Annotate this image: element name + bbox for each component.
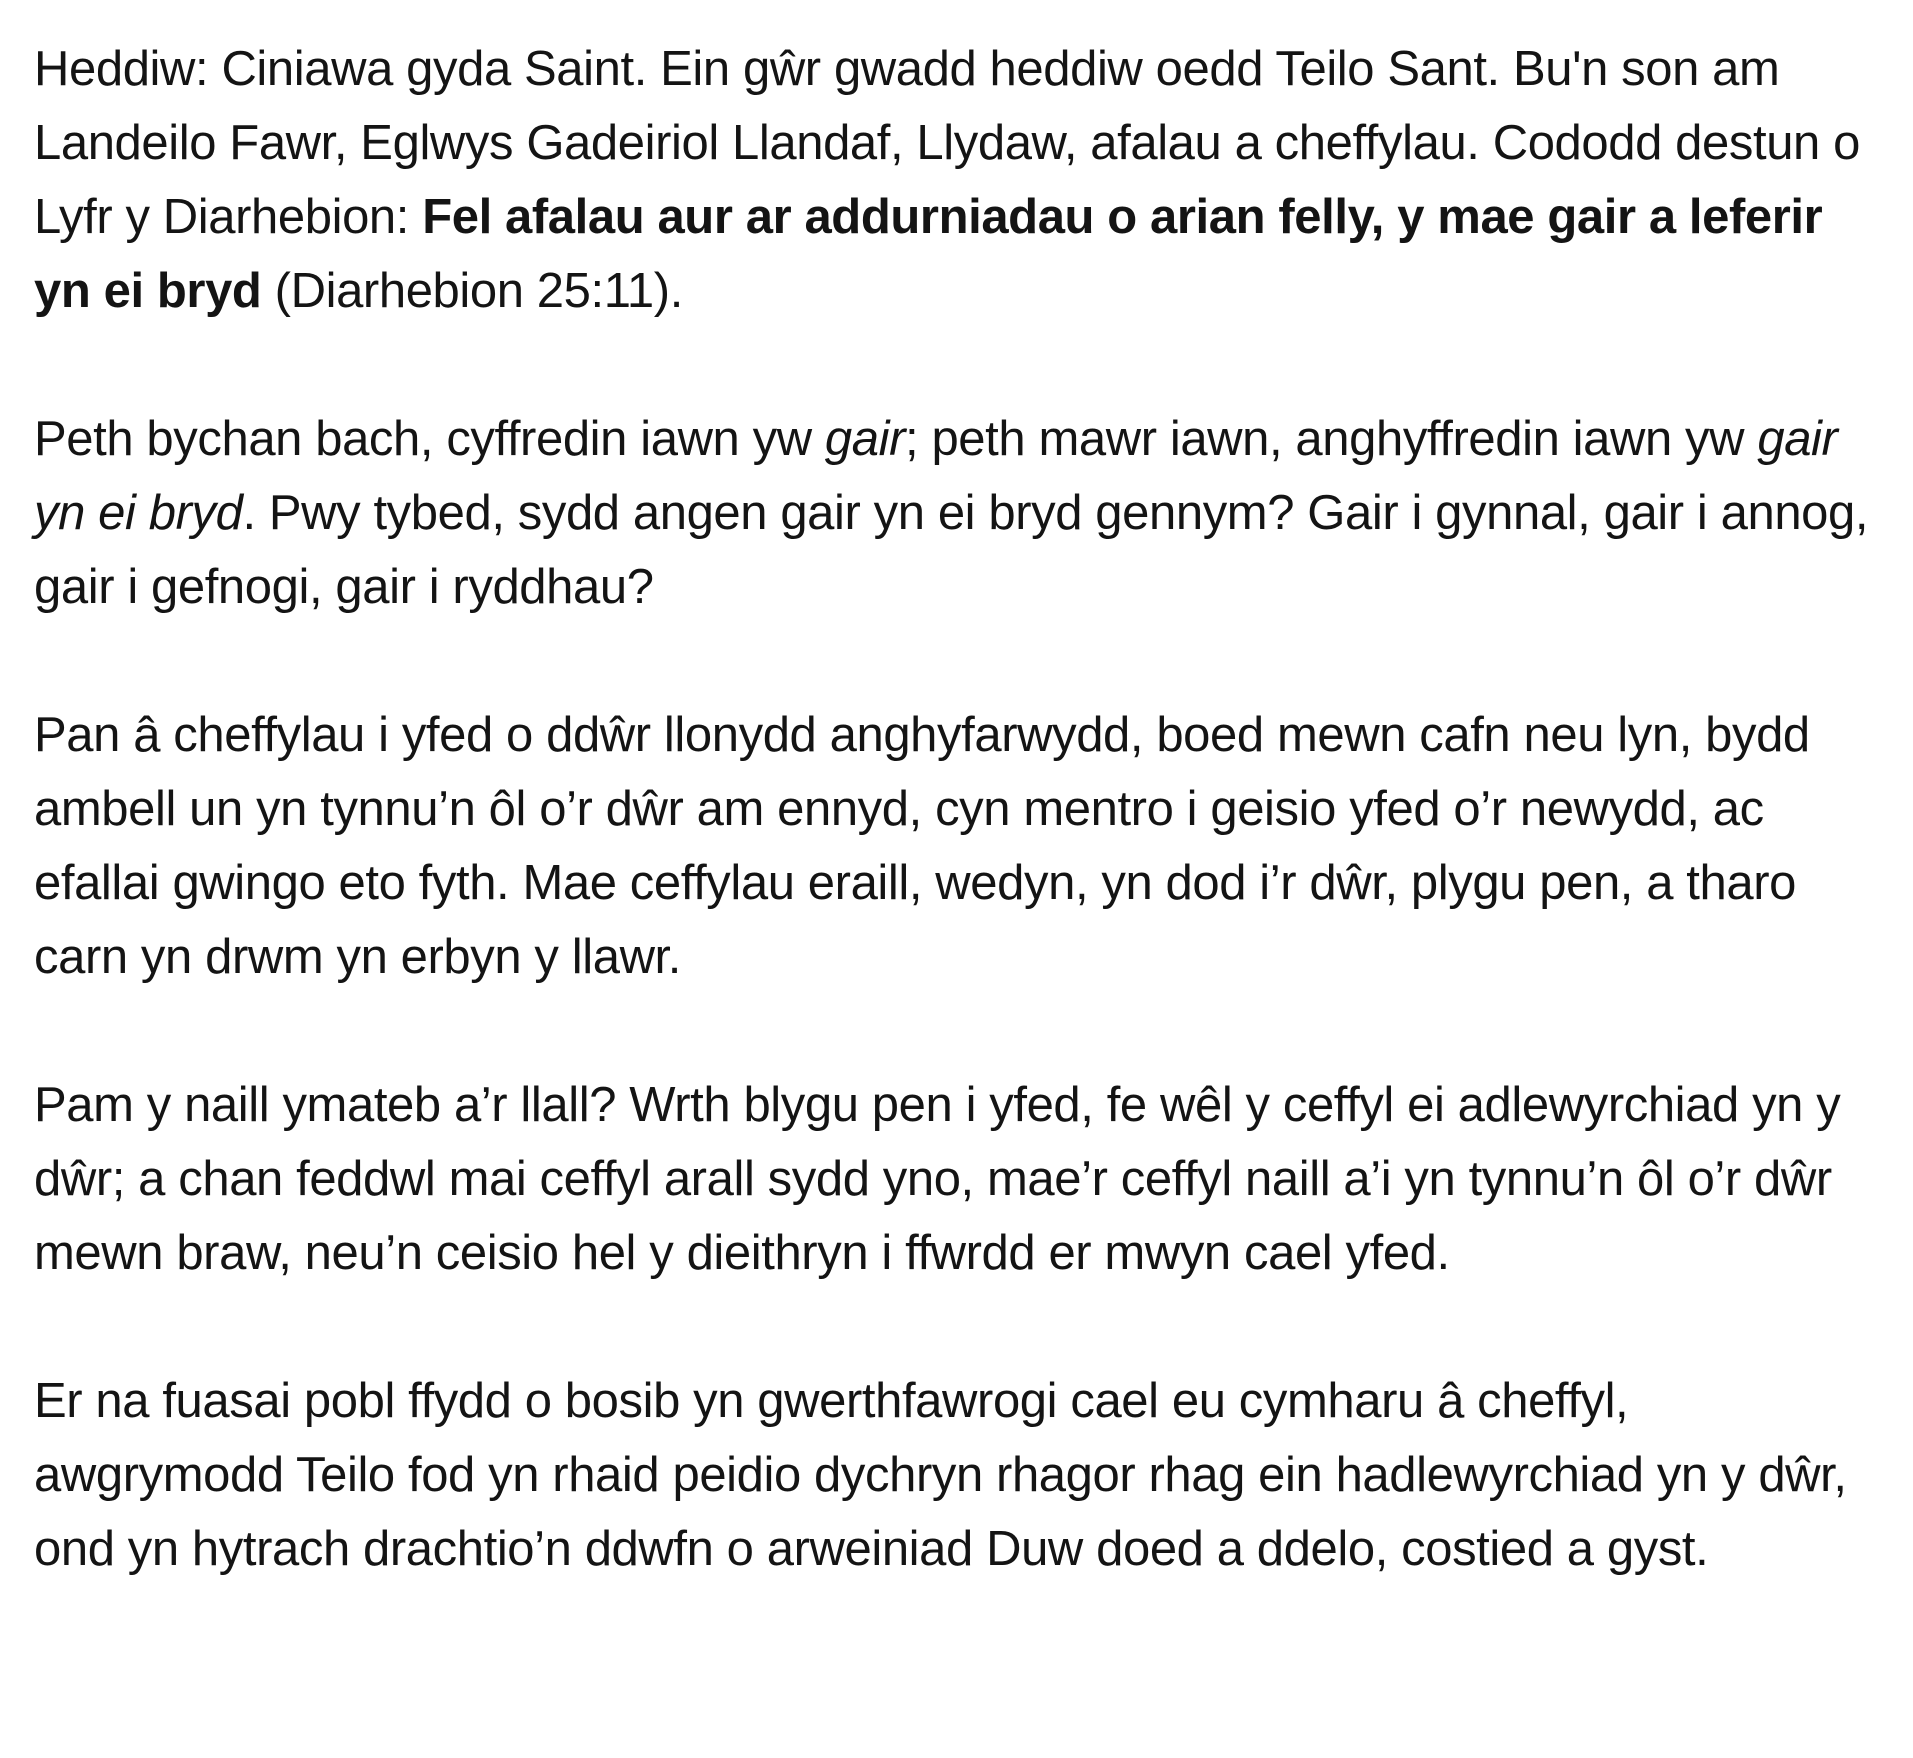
paragraph-conclusion: Er na fuasai pobl ffydd o bosib yn gwerthfawrogi cael eu cymharu â cheffyl, awgrymodd Teilo fod yn rhaid peidio dychryn rhagor rhag ein hadlewyrchiad yn y dŵr, ond yn hytrach drachtio’n ddwfn o arweiniad Duw doed a ddelo, costied a gyst. [34, 1374, 1847, 1576]
word-text-start: Peth bychan bach, cyffredin iawn yw [34, 412, 825, 466]
paragraph-word [34, 402, 1889, 624]
word-text-end: . Pwy tybed, sydd angen gair yn ei bryd gennym? Gair i gynnal, gair i annog, gair i gefnogi, gair i ryddhau? [34, 486, 1869, 614]
word-emphasis: gair [824, 412, 906, 466]
word-in-time-emphasis: gair yn ei bryd [34, 412, 1838, 540]
paragraph-horses-drinking: Pan â cheffylau i yfed o ddŵr llonydd anghyfarwydd, boed mewn cafn neu lyn, bydd ambell un yn tynnu’n ôl o’r dŵr am ennyd, cyn mentro i geisio yfed o’r newydd, ac efallai gwingo eto fyth. Mae ceffylau eraill, wedyn, yn dod i’r dŵr, plygu pen, a tharo carn yn drwm yn erbyn y llawr. [34, 708, 1810, 984]
intro-text: Heddiw: Ciniawa gyda Saint. Ein gŵr gwadd heddiw oedd Teilo Sant. Bu'n son am Landeilo Fawr, Eglwys Gadeiriol Llandaf, Llydaw, afalau a cheffylau. Cododd destun o Lyfr y Diarhebion: [34, 42, 1860, 244]
word-text-middle: ; peth mawr iawn, anghyffredin iawn yw [905, 412, 1758, 466]
paragraph-reflection: Pam y naill ymateb a’r llall? Wrth blygu pen i yfed, fe wêl y ceffyl ei adlewyrchiad yn y dŵr; a chan feddwl mai ceffyl arall sydd yno, mae’r ceffyl naill a’i yn tynnu’n ôl o’r dŵr mewn braw, neu’n ceisio hel y dieithryn i ffwrdd er mwyn cael yfed. [34, 1078, 1841, 1280]
paragraph-intro [34, 32, 1889, 328]
proverb-reference: (Diarhebion 25:11). [261, 264, 683, 318]
proverb-quote: Fel afalau aur ar addurniadau o arian felly, y mae gair a leferir yn ei bryd [34, 190, 1823, 318]
